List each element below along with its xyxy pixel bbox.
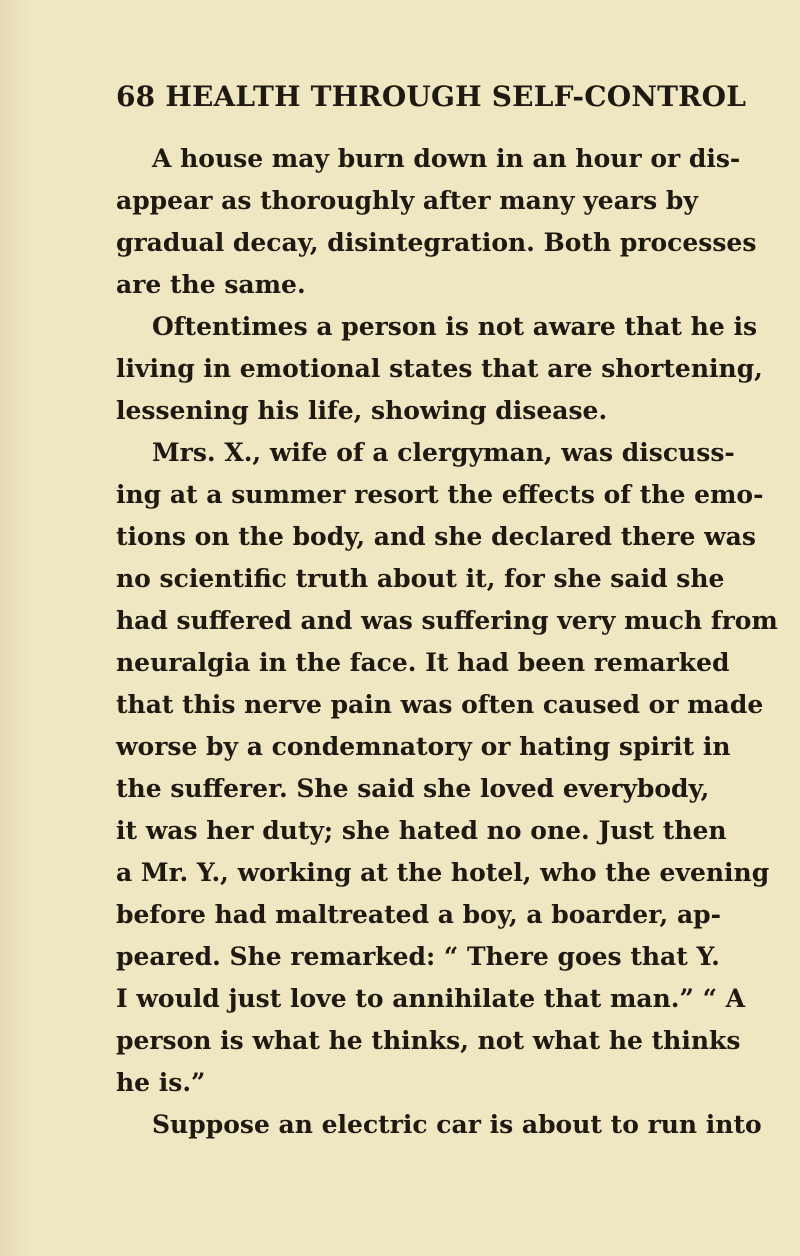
text-line: I would just love to annihilate that man.” “ A (116, 984, 746, 1013)
text-line: that this nerve pain was often caused or made (116, 690, 764, 719)
text-line: Mrs. X., wife of a clergyman, was discuss- (152, 438, 735, 467)
text-line: worse by a condemnatory or hating spirit in (116, 732, 731, 761)
text-line: had suffered and was suffering very much from (116, 606, 778, 635)
body-text (116, 138, 778, 1146)
text-line: appear as thoroughly after many years by (116, 186, 698, 215)
text-line: Oftentimes a person is not aware that he is (152, 312, 758, 341)
text-line: no scientific truth about it, for she said she (116, 564, 725, 593)
page-gutter-shadow (0, 0, 30, 1256)
text-line: it was her duty; she hated no one. Just then (116, 816, 727, 845)
text-line: A house may burn down in an hour or dis- (152, 144, 741, 173)
text-line: the sufferer. She said she loved everybody, (116, 774, 710, 803)
text-line: neuralgia in the face. It had been remarked (116, 648, 730, 677)
text-line: gradual decay, disintegration. Both processes (116, 228, 757, 257)
text-line: are the same. (116, 270, 306, 299)
text-line: person is what he thinks, not what he thinks (116, 1026, 741, 1055)
text-line: ing at a summer resort the effects of the emo- (116, 480, 764, 509)
text-line: living in emotional states that are shortening, (116, 354, 763, 383)
text-line: peared. She remarked: “ There goes that Y. (116, 942, 720, 971)
text-line: he is.” (116, 1068, 206, 1097)
text-line: Suppose an electric car is about to run into (152, 1110, 762, 1139)
text-line: before had maltreated a boy, a boarder, ap- (116, 900, 721, 929)
text-line: tions on the body, and she declared there was (116, 522, 756, 551)
text-line: lessening his life, showing disease. (116, 396, 608, 425)
text-line: a Mr. Y., working at the hotel, who the evening (116, 858, 770, 887)
running-header: 68 HEALTH THROUGH SELF-CONTROL (116, 80, 747, 113)
